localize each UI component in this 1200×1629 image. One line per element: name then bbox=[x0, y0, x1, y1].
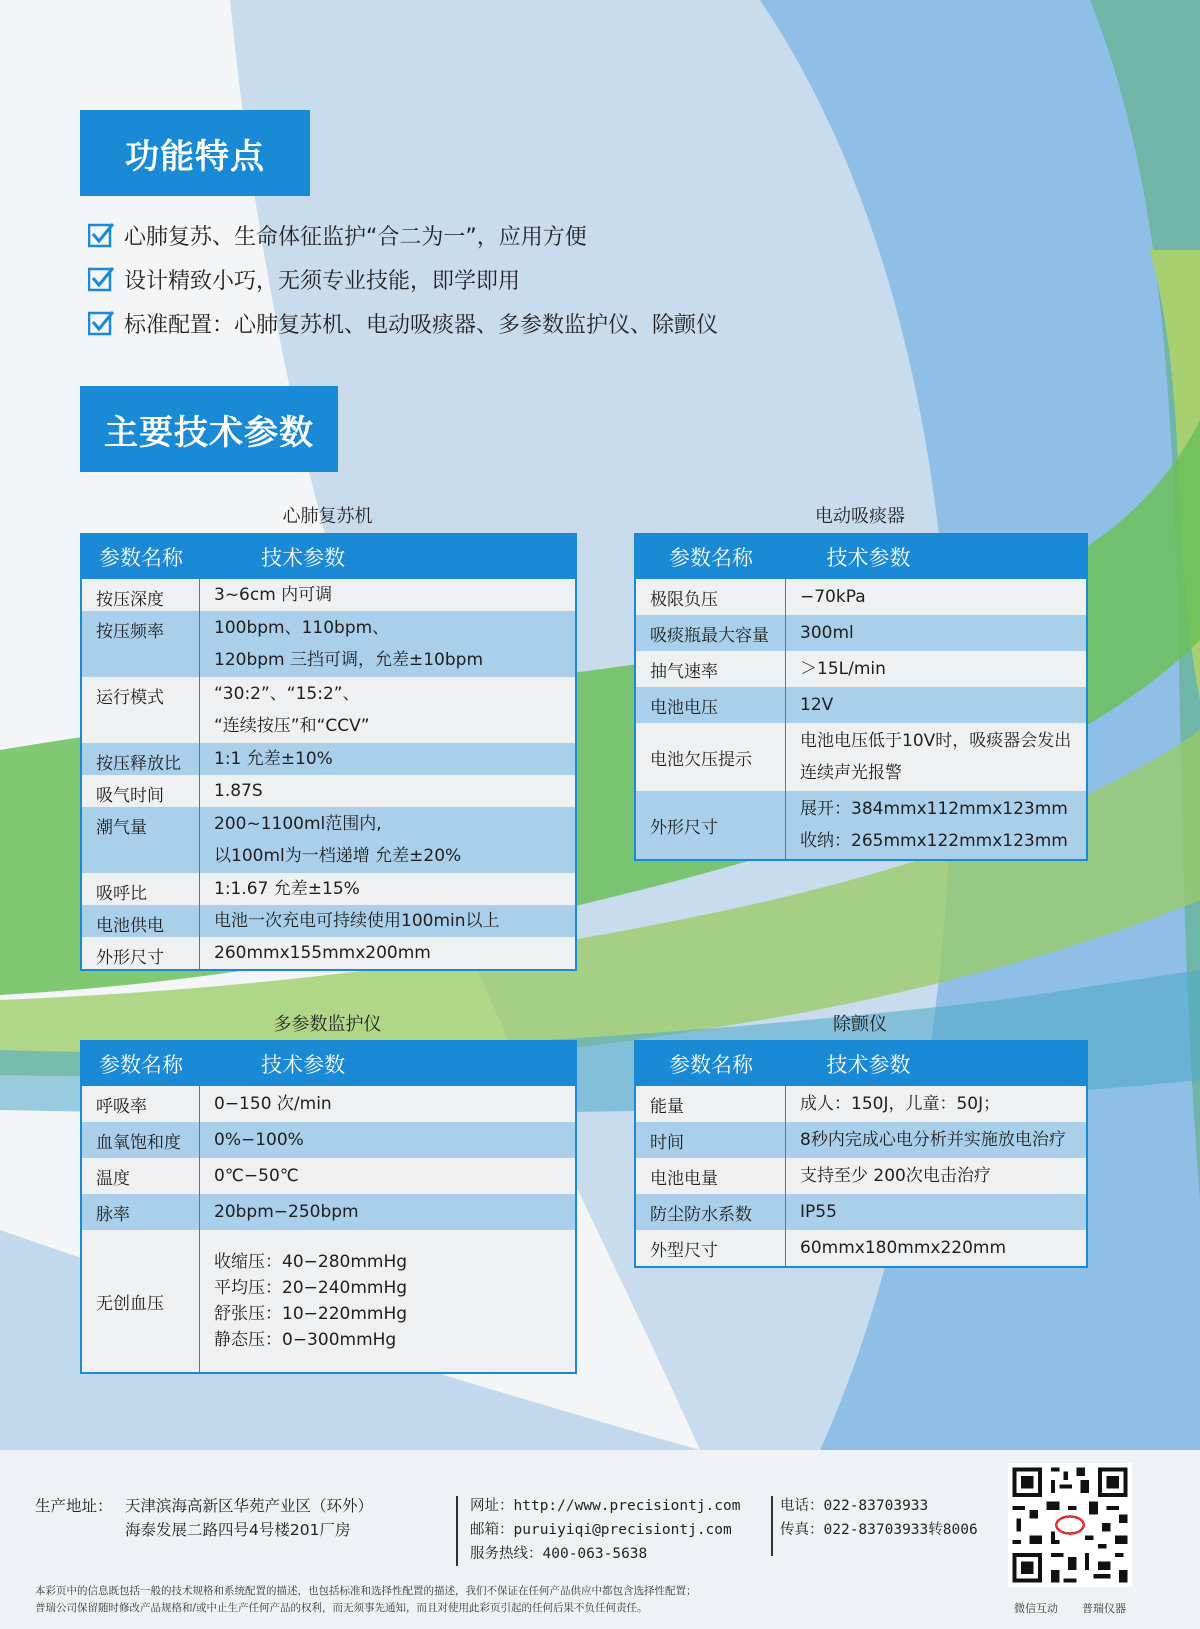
table-row bbox=[82, 1086, 575, 1122]
fax-number: 传真：022-83703933转8006 bbox=[780, 1522, 978, 1538]
table-row bbox=[636, 1194, 1086, 1230]
defib-spec-table bbox=[634, 1040, 1088, 1268]
feature-list bbox=[88, 213, 718, 345]
param-name-cell: 运行模式 bbox=[82, 677, 200, 743]
param-value-line: 200~1100ml范围内, bbox=[214, 814, 382, 834]
param-value-cell bbox=[786, 1230, 1086, 1266]
specs-title: 主要技术参数 bbox=[80, 386, 338, 472]
param-name-cell: 吸呼比 bbox=[82, 873, 200, 905]
header-param-value: 技术参数 bbox=[261, 546, 346, 570]
phone-number: 电话：022-83703933 bbox=[780, 1498, 929, 1514]
param-value-cell bbox=[786, 579, 1086, 615]
param-value-cell bbox=[786, 723, 1086, 791]
param-name-cell: 按压频率 bbox=[82, 611, 200, 677]
param-value-cell bbox=[786, 1194, 1086, 1230]
qr-label-wechat: 微信互动 bbox=[1014, 1602, 1058, 1615]
param-value-cell bbox=[786, 687, 1086, 723]
disclaimer-line-2: 普瑞公司保留随时修改产品规格和/或中止生产任何产品的权利，而无须事先通知，而且对使用此彩页引起的任何后果不负任何责任。 bbox=[35, 1602, 648, 1614]
website-link[interactable]: 网址：http://www.precisiontj.com bbox=[470, 1498, 741, 1514]
param-value-cell bbox=[200, 611, 575, 677]
param-value-line: 1:1.67 允差±15% bbox=[214, 879, 360, 899]
param-name-cell: 外形尺寸 bbox=[82, 937, 200, 969]
table-row bbox=[82, 807, 575, 873]
param-value-cell bbox=[786, 791, 1086, 859]
monitor-spec-table bbox=[80, 1040, 577, 1374]
table-row bbox=[636, 687, 1086, 723]
service-hotline: 服务热线：400-063-5638 bbox=[470, 1546, 648, 1562]
table-row bbox=[636, 615, 1086, 651]
param-value-line: 收缩压：40−280mmHg bbox=[214, 1252, 408, 1272]
param-value-line: 120bpm 三挡可调，允差±10bpm bbox=[214, 650, 484, 670]
header-param-name: 参数名称 bbox=[99, 1053, 183, 1077]
param-name-cell: 电池欠压提示 bbox=[636, 723, 786, 791]
param-value-line: 展开：384mmx112mmx123mm bbox=[800, 799, 1068, 819]
table-header bbox=[636, 535, 1086, 579]
param-value-cell bbox=[200, 1122, 575, 1158]
param-value-cell bbox=[200, 677, 575, 743]
table-row bbox=[82, 1122, 575, 1158]
param-value-cell bbox=[200, 1158, 575, 1194]
header-param-value: 技术参数 bbox=[826, 546, 911, 570]
cpr-table-caption: 心肺复苏机 bbox=[282, 506, 373, 527]
param-name-cell: 能量 bbox=[636, 1086, 786, 1122]
checkbox-checked-icon bbox=[88, 222, 114, 248]
param-value-line: −70kPa bbox=[800, 587, 866, 607]
table-row bbox=[636, 1086, 1086, 1122]
suction-table-caption: 电动吸痰器 bbox=[815, 506, 905, 527]
header-param-value: 技术参数 bbox=[261, 1053, 346, 1077]
param-value-line: 8秒内完成心电分析并实施放电治疗 bbox=[800, 1130, 1066, 1150]
param-name-cell: 电池供电 bbox=[82, 905, 200, 937]
feature-item: 设计精致小巧，无须专业技能，即学即用 bbox=[88, 257, 718, 301]
param-value-line: 收纳：265mmx122mmx123mm bbox=[800, 831, 1068, 851]
param-value-line: “30:2”、“15:2”、 bbox=[214, 684, 360, 704]
checkbox-checked-icon bbox=[88, 266, 114, 292]
param-value-cell bbox=[200, 873, 575, 905]
param-value-line: 连续声光报警 bbox=[800, 763, 902, 783]
header-param-value: 技术参数 bbox=[826, 1053, 911, 1077]
param-value-line: 3~6cm 内可调 bbox=[214, 585, 333, 605]
param-value-cell bbox=[200, 1194, 575, 1230]
param-name-cell: 外型尺寸 bbox=[636, 1230, 786, 1266]
qr-label-brand: 普瑞仪器 bbox=[1082, 1602, 1126, 1615]
param-value-cell bbox=[200, 1086, 575, 1122]
table-row bbox=[636, 1230, 1086, 1266]
param-value-line: 60mmx180mmx220mm bbox=[800, 1238, 1007, 1258]
param-name-cell: 电池电压 bbox=[636, 687, 786, 723]
param-value-line: 300ml bbox=[800, 623, 854, 643]
param-value-line: IP55 bbox=[800, 1202, 837, 1222]
param-name-cell: 吸气时间 bbox=[82, 775, 200, 807]
param-value-line: 舒张压：10−220mmHg bbox=[214, 1304, 408, 1324]
param-value-line: 电池电压低于10V时，吸痰器会发出 bbox=[800, 731, 1072, 751]
address-line-1: 天津滨海高新区华苑产业区（环外） bbox=[125, 1497, 374, 1515]
param-value-line: 电池一次充电可持续使用100min以上 bbox=[214, 911, 500, 931]
table-header bbox=[636, 1042, 1086, 1086]
param-value-line: 1.87S bbox=[214, 781, 263, 801]
table-row bbox=[82, 1158, 575, 1194]
table-row bbox=[636, 791, 1086, 859]
qr-code-icon[interactable] bbox=[1008, 1463, 1132, 1587]
param-value-cell bbox=[786, 615, 1086, 651]
table-row bbox=[82, 611, 575, 677]
param-name-cell: 潮气量 bbox=[82, 807, 200, 873]
param-value-line: 成人：150J，儿童：50J； bbox=[800, 1094, 1001, 1114]
param-name-cell: 脉率 bbox=[82, 1194, 200, 1230]
footer-divider bbox=[456, 1496, 458, 1566]
table-row bbox=[82, 579, 575, 611]
table-row bbox=[82, 873, 575, 905]
param-value-line: “连续按压”和“CCV” bbox=[214, 716, 370, 736]
param-name-cell: 吸痰瓶最大容量 bbox=[636, 615, 786, 651]
features-title: 功能特点 bbox=[80, 110, 310, 196]
table-row bbox=[636, 579, 1086, 615]
header-param-name: 参数名称 bbox=[669, 1053, 753, 1077]
param-value-cell bbox=[200, 743, 575, 775]
param-name-cell: 按压释放比 bbox=[82, 743, 200, 775]
header-param-name: 参数名称 bbox=[99, 546, 183, 570]
param-value-line: 支持至少 200次电击治疗 bbox=[800, 1166, 991, 1186]
param-name-cell: 时间 bbox=[636, 1122, 786, 1158]
param-name-cell: 无创血压 bbox=[82, 1230, 200, 1372]
table-row bbox=[636, 1122, 1086, 1158]
param-value-cell bbox=[200, 775, 575, 807]
param-value-cell bbox=[786, 1158, 1086, 1194]
param-value-line: 0℃−50℃ bbox=[214, 1166, 299, 1186]
param-name-cell: 外形尺寸 bbox=[636, 791, 786, 859]
cpr-spec-table bbox=[80, 533, 577, 971]
param-value-cell bbox=[200, 807, 575, 873]
param-value-line: 20bpm−250bpm bbox=[214, 1202, 359, 1222]
param-value-cell bbox=[200, 905, 575, 937]
defib-table-caption: 除颤仪 bbox=[833, 1014, 887, 1035]
param-value-line: 0%−100% bbox=[214, 1130, 304, 1150]
param-value-cell bbox=[786, 1122, 1086, 1158]
table-header bbox=[82, 535, 575, 579]
table-row bbox=[82, 937, 575, 969]
feature-item: 心肺复苏、生命体征监护“合二为一”，应用方便 bbox=[88, 213, 718, 257]
param-name-cell: 温度 bbox=[82, 1158, 200, 1194]
feature-item: 标准配置：心肺复苏机、电动吸痰器、多参数监护仪、除颤仪 bbox=[88, 301, 718, 345]
address-line-2: 海泰发展二路四号4号楼201厂房 bbox=[125, 1521, 351, 1539]
footer-divider bbox=[771, 1496, 773, 1556]
table-row bbox=[82, 1194, 575, 1230]
table-row bbox=[82, 677, 575, 743]
param-value-cell bbox=[786, 1086, 1086, 1122]
param-value-line: 100bpm、110bpm、 bbox=[214, 618, 390, 638]
param-value-line: ＞15L/min bbox=[800, 659, 886, 679]
param-value-line: 平均压：20−240mmHg bbox=[214, 1278, 408, 1298]
param-value-cell bbox=[200, 937, 575, 969]
param-value-cell bbox=[200, 579, 575, 611]
param-name-cell: 抽气速率 bbox=[636, 651, 786, 687]
param-value-line: 以100ml为一档递增 允差±20% bbox=[214, 846, 462, 866]
address-label: 生产地址： bbox=[35, 1497, 113, 1515]
table-row bbox=[636, 723, 1086, 791]
monitor-table-caption: 多参数监护仪 bbox=[273, 1014, 382, 1035]
param-value-cell bbox=[200, 1230, 575, 1372]
param-name-cell: 防尘防水系数 bbox=[636, 1194, 786, 1230]
table-row bbox=[636, 1158, 1086, 1194]
email-link[interactable]: 邮箱：puruiyiqi@precisiontj.com bbox=[470, 1522, 732, 1538]
checkbox-checked-icon bbox=[88, 310, 114, 336]
param-name-cell: 电池电量 bbox=[636, 1158, 786, 1194]
param-value-line: 1:1 允差±10% bbox=[214, 749, 333, 769]
suction-spec-table bbox=[634, 533, 1088, 861]
table-row bbox=[82, 775, 575, 807]
header-param-name: 参数名称 bbox=[669, 546, 753, 570]
table-header bbox=[82, 1042, 575, 1086]
param-value-line: 260mmx155mmx200mm bbox=[214, 943, 431, 963]
disclaimer-line-1: 本彩页中的信息既包括一般的技术规格和系统配置的描述，也包括标准和选择性配置的描述，我们不保证在任何产品供应中都包含选择性配置； bbox=[35, 1585, 697, 1597]
param-name-cell: 按压深度 bbox=[82, 579, 200, 611]
table-row bbox=[82, 1230, 575, 1372]
param-value-cell bbox=[786, 651, 1086, 687]
table-row bbox=[636, 651, 1086, 687]
param-value-line: 0−150 次/min bbox=[214, 1094, 332, 1114]
param-name-cell: 血氧饱和度 bbox=[82, 1122, 200, 1158]
param-value-line: 静态压：0−300mmHg bbox=[214, 1330, 397, 1350]
param-value-line: 12V bbox=[800, 695, 834, 715]
param-name-cell: 呼吸率 bbox=[82, 1086, 200, 1122]
table-row bbox=[82, 905, 575, 937]
table-row bbox=[82, 743, 575, 775]
param-name-cell: 极限负压 bbox=[636, 579, 786, 615]
